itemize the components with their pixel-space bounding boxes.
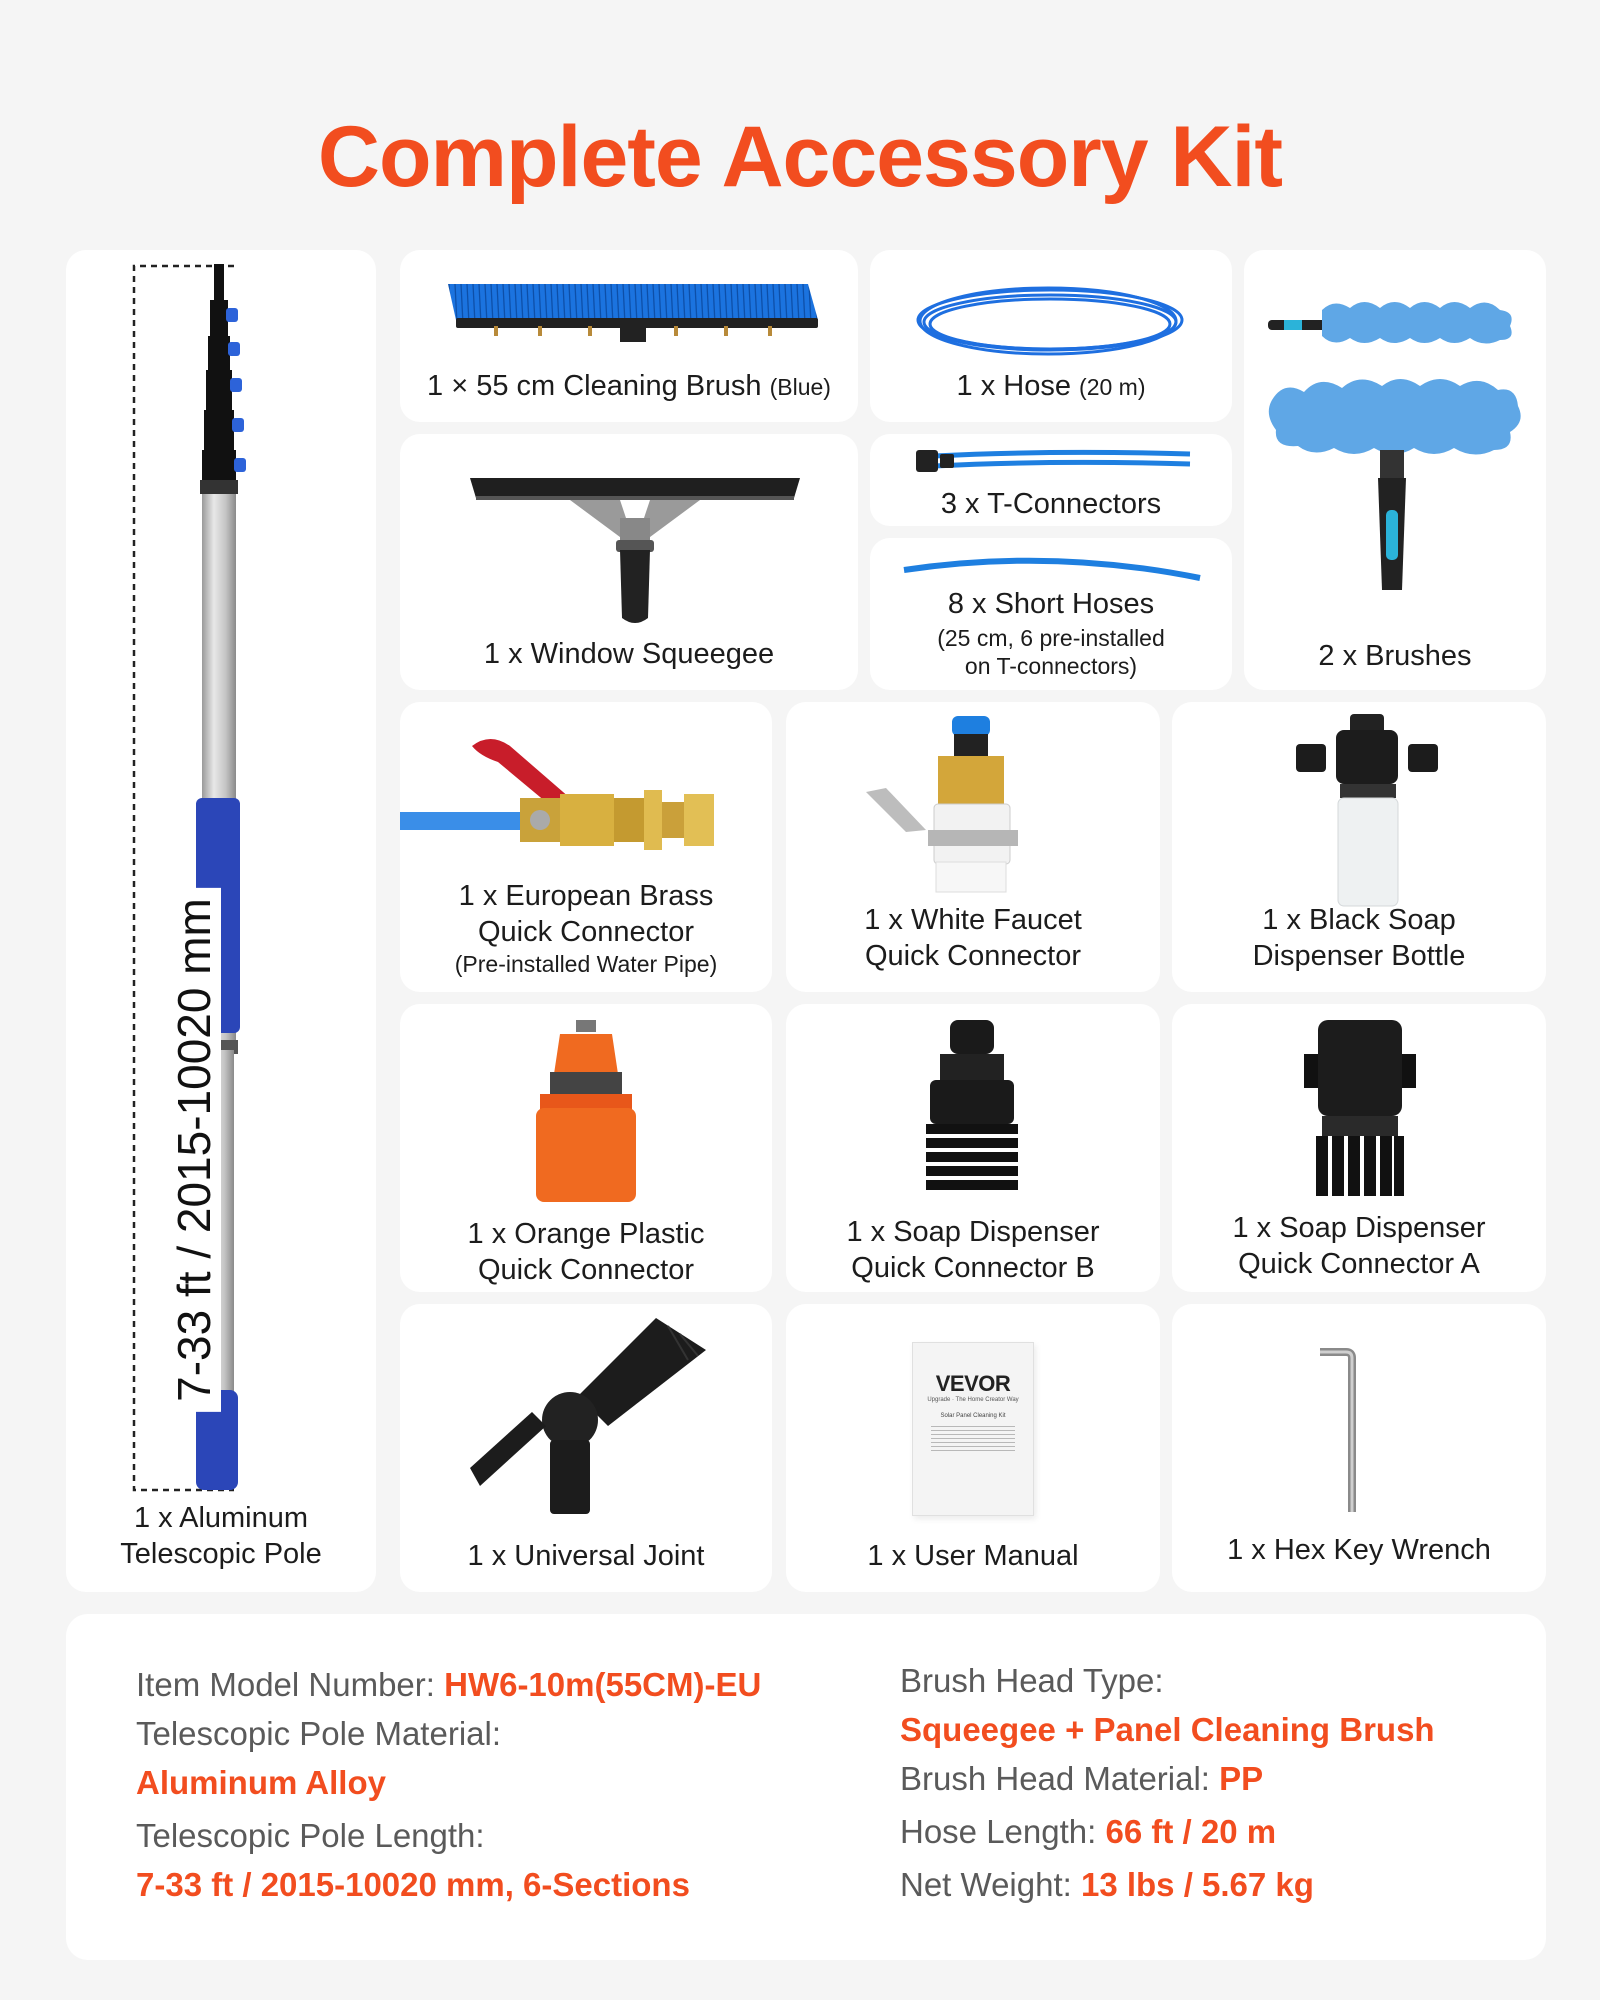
spec-model: Item Model Number: HW6-10m(55CM)-EU xyxy=(136,1666,762,1703)
cleaning-brush-caption: 1 × 55 cm Cleaning Brush (Blue) xyxy=(427,370,831,402)
item-cleaning-brush xyxy=(400,250,858,422)
universal-joint-caption: 1 x Universal Joint xyxy=(467,1540,705,1572)
item-t-connectors xyxy=(870,434,1232,526)
short-hose-image xyxy=(902,554,1202,584)
brushes-image xyxy=(1264,290,1526,610)
item-short-hoses xyxy=(870,538,1232,690)
t-connectors-caption: 3 x T-Connectors xyxy=(940,488,1162,520)
specs-right-column xyxy=(900,1656,1435,1909)
item-soap-connector-b xyxy=(786,1004,1160,1292)
spec-head-material: Brush Head Material: PP xyxy=(900,1760,1264,1797)
soap-bottle-caption: 1 x Black Soap Dispenser Bottle xyxy=(1252,904,1466,972)
soap-connector-b-caption: 1 x Soap Dispenser Quick Connector B xyxy=(846,1216,1100,1284)
pole-card: 7-33 ft / 2015-10020 mm 1 x Aluminum Telescopic Pole xyxy=(66,250,376,1592)
item-soap-bottle xyxy=(1172,702,1546,992)
page-title: Complete Accessory Kit xyxy=(317,109,1283,205)
manual-text-lines xyxy=(931,1423,1015,1451)
short-hoses-note: (25 cm, 6 pre-installed on T-connectors) xyxy=(937,625,1165,679)
cleaning-brush-image xyxy=(448,284,818,344)
spec-pole-material-label: Telescopic Pole Material: xyxy=(136,1715,501,1752)
spec-hose-length: Hose Length: 66 ft / 20 m xyxy=(900,1813,1277,1850)
specifications-panel xyxy=(66,1614,1546,1960)
brass-connector-image xyxy=(400,732,720,872)
manual-tagline: Upgrade · The Home Creator Way xyxy=(927,1397,1019,1403)
soap-connector-a-image xyxy=(1300,1020,1420,1200)
white-faucet-connector-caption: 1 x White Faucet Quick Connector xyxy=(864,904,1082,972)
hose-caption: 1 x Hose (20 m) xyxy=(956,370,1146,402)
t-connectors-image xyxy=(914,442,1194,482)
item-soap-connector-a xyxy=(1172,1004,1546,1292)
telescopic-pole-image xyxy=(66,250,376,1492)
soap-connector-a-caption: 1 x Soap Dispenser Quick Connector A xyxy=(1232,1212,1486,1280)
soap-connector-b-image xyxy=(912,1020,1032,1200)
item-squeegee xyxy=(400,434,858,690)
white-faucet-connector-image xyxy=(866,712,1086,902)
item-user-manual xyxy=(786,1304,1160,1592)
item-orange-connector xyxy=(400,1004,772,1292)
specs-left-column xyxy=(136,1660,761,1909)
item-hex-key xyxy=(1172,1304,1546,1592)
orange-connector-image xyxy=(526,1020,646,1210)
item-universal-joint xyxy=(400,1304,772,1592)
item-white-faucet-connector xyxy=(786,702,1160,992)
item-brushes xyxy=(1244,250,1546,690)
spec-head-type-label: Brush Head Type: xyxy=(900,1662,1164,1699)
manual-brand-logo: VEVOR xyxy=(935,1371,1011,1396)
spec-net-weight: Net Weight: 13 lbs / 5.67 kg xyxy=(900,1866,1314,1903)
brass-connector-caption: 1 x European Brass Quick Connector xyxy=(458,880,714,948)
spec-head-type-value: Squeegee + Panel Cleaning Brush xyxy=(900,1711,1435,1748)
hex-key-caption: 1 x Hex Key Wrench xyxy=(1227,1534,1491,1566)
short-hoses-caption: 8 x Short Hoses xyxy=(947,588,1155,620)
orange-connector-caption: 1 x Orange Plastic Quick Connector xyxy=(467,1218,705,1286)
squeegee-caption: 1 x Window Squeegee xyxy=(483,638,775,670)
manual-doc-title: Solar Panel Cleaning Kit xyxy=(940,1413,1006,1419)
hex-key-image xyxy=(1312,1346,1372,1516)
spec-pole-material-value: Aluminum Alloy xyxy=(136,1764,386,1801)
soap-bottle-image xyxy=(1292,714,1442,910)
hose-coil-image xyxy=(910,280,1190,364)
item-brass-connector xyxy=(400,702,772,992)
user-manual-image xyxy=(912,1342,1034,1516)
item-hose xyxy=(870,250,1232,422)
pole-caption: 1 x Aluminum Telescopic Pole xyxy=(120,1502,322,1570)
spec-pole-length-value: 7-33 ft / 2015-10020 mm, 6-Sections xyxy=(136,1866,690,1903)
user-manual-caption: 1 x User Manual xyxy=(867,1540,1079,1572)
universal-joint-image xyxy=(460,1316,716,1516)
squeegee-image xyxy=(470,478,800,628)
brass-connector-note: (Pre-installed Water Pipe) xyxy=(454,951,718,977)
brushes-caption: 2 x Brushes xyxy=(1318,640,1472,672)
spec-pole-length-label: Telescopic Pole Length: xyxy=(136,1817,485,1854)
